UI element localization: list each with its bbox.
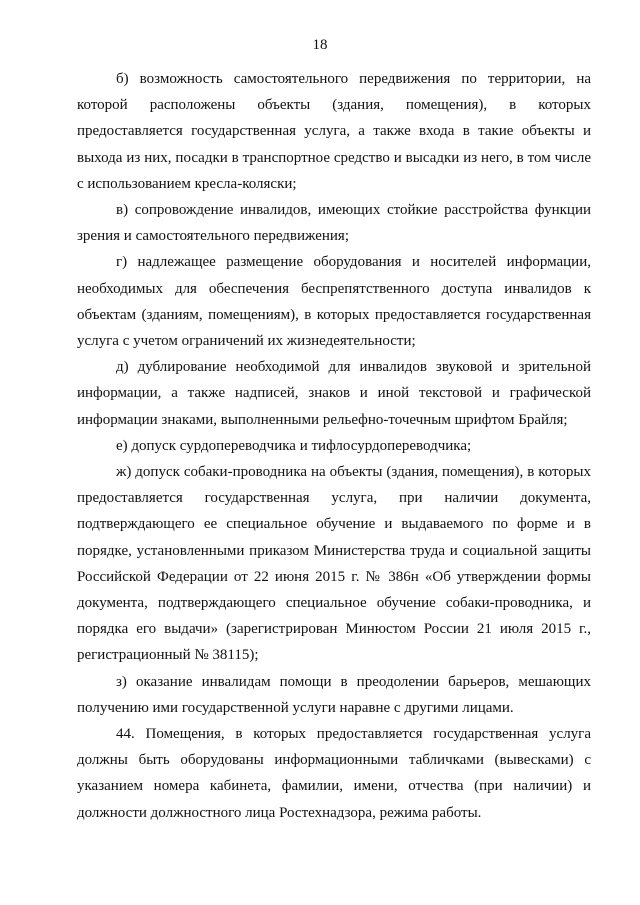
paragraph-zh: ж) допуск собаки-проводника на объекты (здания, помещения), в которых предоставляется государственная услуга, при наличии документа, подтверждающего ее специальное обучение и выдаваемого по форме и в порядке, установленными приказом Министерства труда и социальной защиты Российской Федерации от 22 июня 2015 г. № 386н «Об утверждении формы документа, подтверждающего специальное обучение собаки-проводника, и порядка его выдачи» (зарегистрирован Минюстом России 21 июля 2015 г., регистрационный № 38115); <box>77 464 591 664</box>
paragraph-v: в) сопровождение инвалидов, имеющих стойкие расстройства функции зрения и самостоятельного передвижения; <box>77 202 591 245</box>
paragraph-d: д) дублирование необходимой для инвалидов звуковой и зрительной информации, а также надписей, знаков и иной текстовой и графической информации знаками, выполненными рельефно-точечным шрифтом Брайля; <box>77 359 591 428</box>
paragraph-44: 44. Помещения, в которых предоставляется государственная услуга должны быть оборудованы информационными табличками (вывесками) с указанием номера кабинета, фамилии, имени, отчества (при наличии) и должности должностного лица Ростехнадзора, режима работы. <box>77 726 591 821</box>
paragraph-b: б) возможность самостоятельного передвижения по территории, на которой расположены объекты (здания, помещения), в которых предоставляется государственная услуга, а также входа в такие объекты и выхода из них, посадки в транспортное средство и высадки из него, в том числе с использованием кресла-коляски; <box>77 71 591 192</box>
paragraph-e: е) допуск сурдопереводчика и тифлосурдопереводчика; <box>116 437 472 454</box>
document-body <box>77 66 591 826</box>
paragraph-z: з) оказание инвалидам помощи в преодолении барьеров, мешающих получению ими государственной услуги наравне с другими лицами. <box>77 673 591 716</box>
paragraph-g: г) надлежащее размещение оборудования и носителей информации, необходимых для обеспечения беспрепятственного доступа инвалидов к объектам (зданиям, помещениям), в которых предоставляется государственная услуга с учетом ограничений их жизнедеятельности; <box>77 254 591 350</box>
page-number: 18 <box>312 37 328 53</box>
